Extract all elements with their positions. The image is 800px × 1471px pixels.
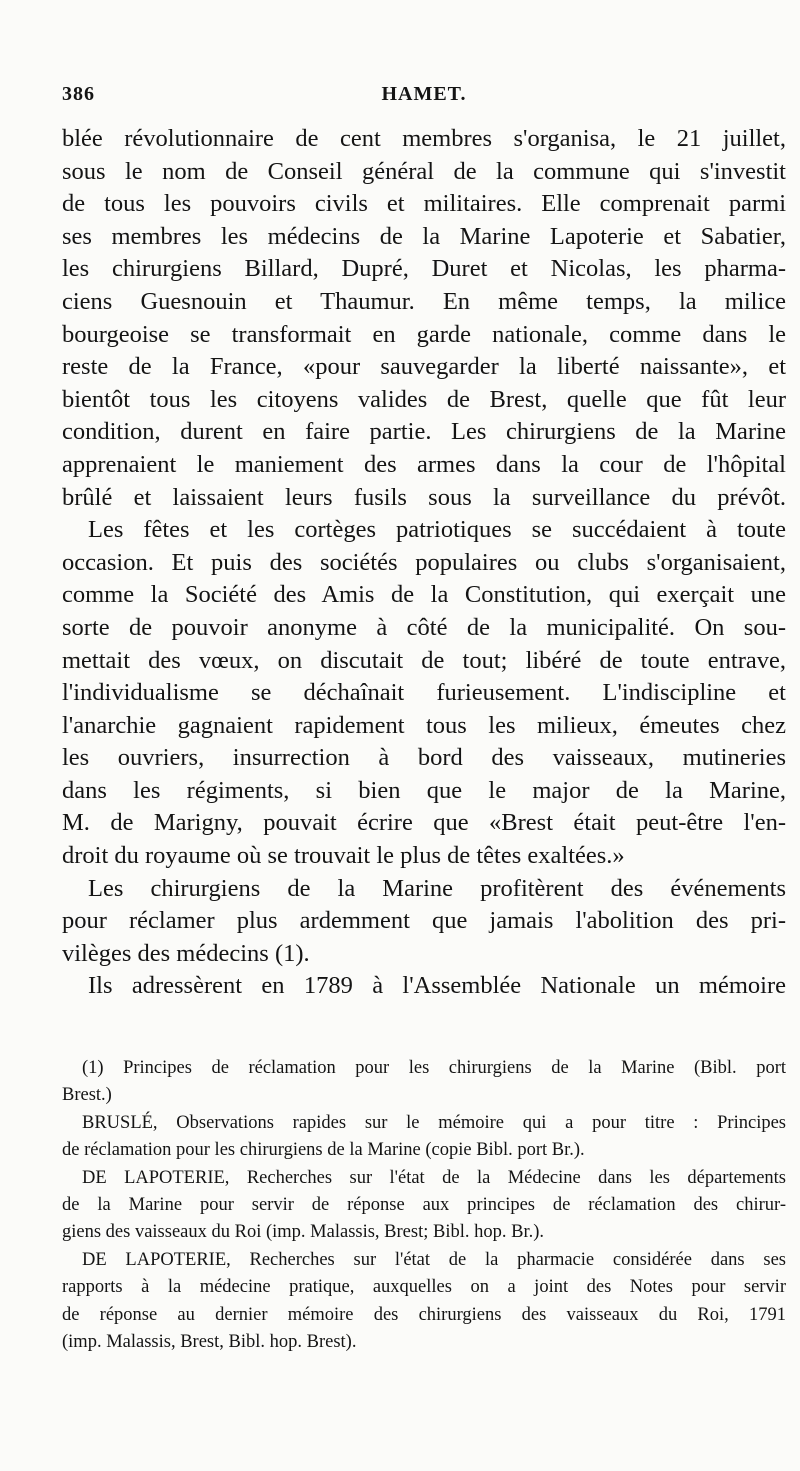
footnote-line: de réponse au dernier mémoire des chirurgiens des vaisseaux du Roi, 1791 [62, 1304, 786, 1325]
footnote-line: Brest.) [62, 1085, 112, 1106]
footnote-line: BRUSLÉ, Observations rapides sur le mémoire qui a pour titre : Principes [82, 1112, 786, 1133]
body-line: de tous les pouvoirs civils et militaires. Elle comprenait parmi [62, 190, 786, 218]
body-line: sous le nom de Conseil général de la commune qui s'investit [62, 157, 786, 185]
body-line: les ouvriers, insurrection à bord des vaisseaux, mutineries [62, 744, 786, 772]
body-text [62, 123, 786, 1003]
body-line: bourgeoise se transformait en garde nationale, comme dans le [62, 320, 786, 348]
page-header [62, 83, 786, 113]
body-line: les chirurgiens Billard, Dupré, Duret et Nicolas, les pharma- [62, 255, 786, 283]
body-line: Ils adressèrent en 1789 à l'Assemblée Nationale un mémoire [88, 972, 786, 1000]
page-number: 386 [62, 83, 95, 105]
body-line: reste de la France, «pour sauvegarder la liberté naissante», et [62, 353, 786, 381]
body-line: dans les régiments, si bien que le major de la Marine, [62, 776, 786, 804]
footnote-line: (1) Principes de réclamation pour les chirurgiens de la Marine (Bibl. port [82, 1058, 786, 1078]
body-line: pour réclamer plus ardemment que jamais l'abolition des pri- [62, 907, 786, 935]
footnote-line: (imp. Malassis, Brest, Bibl. hop. Brest). [62, 1331, 357, 1352]
body-line: droit du royaume où se trouvait le plus de têtes exaltées.» [62, 842, 625, 870]
body-line: vilèges des médecins (1). [62, 939, 310, 967]
body-line: mettait des vœux, on discutait de tout; libéré de toute entrave, [62, 646, 786, 674]
footnotes [62, 1055, 786, 1356]
body-line: occasion. Et puis des sociétés populaires ou clubs s'organisaient, [62, 548, 786, 576]
body-line: l'anarchie gagnaient rapidement tous les milieux, émeutes chez [62, 711, 786, 739]
footnote-line: giens des vaisseaux du Roi (imp. Malassis, Brest; Bibl. hop. Br.). [62, 1222, 545, 1243]
body-line: Les chirurgiens de la Marine profitèrent des événements [88, 874, 786, 902]
footnote-line: de réclamation pour les chirurgiens de la Marine (copie Bibl. port Br.). [62, 1140, 585, 1161]
body-line: ciens Guesnouin et Thaumur. En même temps, la milice [62, 287, 786, 315]
running-head: HAMET. [381, 83, 467, 105]
body-line: blée révolutionnaire de cent membres s'organisa, le 21 juillet, [62, 125, 786, 152]
body-line: ses membres les médecins de la Marine Lapoterie et Sabatier, [62, 222, 786, 250]
body-line: sorte de pouvoir anonyme à côté de la municipalité. On sou- [62, 613, 786, 641]
body-line: Les fêtes et les cortèges patriotiques se succédaient à toute [88, 516, 786, 544]
body-line: brûlé et laissaient leurs fusils sous la surveillance du prévôt. [62, 483, 786, 511]
footnote-line: DE LAPOTERIE, Recherches sur l'état de la Médecine dans les départements [82, 1167, 786, 1188]
body-line: M. de Marigny, pouvait écrire que «Brest était peut-être l'en- [62, 809, 786, 837]
body-line: l'individualisme se déchaînait furieusement. L'indiscipline et [62, 679, 786, 707]
body-line: apprenaient le maniement des armes dans la cour de l'hôpital [62, 450, 786, 478]
footnote-line: rapports à la médecine pratique, auxquelles on a joint des Notes pour servir [62, 1277, 786, 1298]
footnote-line: de la Marine pour servir de réponse aux principes de réclamation des chirur- [62, 1194, 786, 1215]
body-line: comme la Société des Amis de la Constitution, qui exerçait une [62, 581, 786, 609]
footnote-line: DE LAPOTERIE, Recherches sur l'état de la pharmacie considérée dans ses [82, 1249, 786, 1270]
body-line: bientôt tous les citoyens valides de Brest, quelle que fût leur [62, 385, 786, 413]
body-line: condition, durent en faire partie. Les chirurgiens de la Marine [62, 418, 786, 446]
